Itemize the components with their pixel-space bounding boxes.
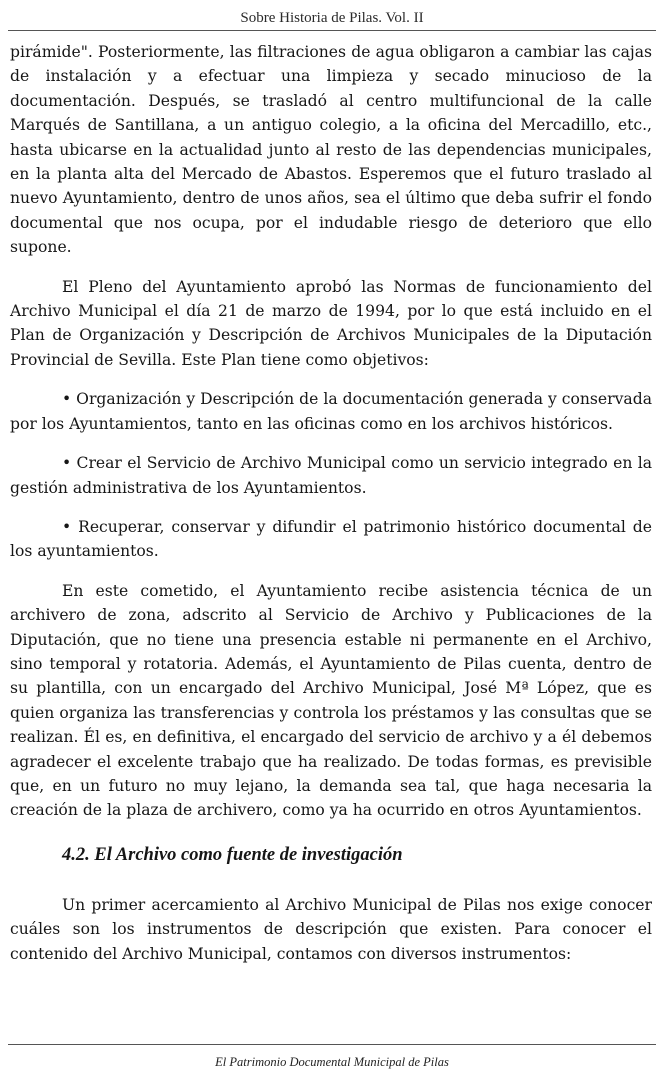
- bullet-item-patrimonio: • Recuperar, conservar y difundir el patrimonio histórico documental de los ayuntamientos.: [10, 517, 652, 561]
- body-text: [10, 40, 652, 966]
- page-footer: [8, 1044, 656, 1069]
- paragraph-acercamiento: Un primer acercamiento al Archivo Municipal de Pilas nos exige conocer cuáles son los instrumentos de descripción que existen. Para conocer el contenido del Archivo Municipal, contamos con diversos instrumentos:: [10, 895, 652, 963]
- paragraph-continuation: pirámide". Posteriormente, las filtraciones de agua obligaron a cambiar las cajas de instalación y a efectuar una limpieza y secado minucioso de la documentación. Después, se trasladó al centro multifuncional de la calle Marqués de Santillana, a un antiguo colegio, a la oficina del Mercadillo, etc., hasta ubicarse en la actualidad junto al resto de las dependencias municipales, en la planta alta del Mercado de Abastos. Esperemos que el futuro traslado al nuevo Ayuntamiento, dentro de unos años, sea el último que deba sufrir el fondo documental que nos ocupa, por el indudable riesgo de deterioro que ello supone.: [10, 43, 652, 257]
- paragraph-cometido: En este cometido, el Ayuntamiento recibe asistencia técnica de un archivero de zona, adscrito al Servicio de Archivo y Publicaciones de la Diputación, que no tiene una presencia estable ni permanente en el Archivo, sino temporal y rotatoria. Además, el Ayuntamiento de Pilas cuenta, dentro de su plantilla, con un encargado del Archivo Municipal, José Mª López, que es quien organiza las transferencias y controla los préstamos y las consultas que se realizan. Él es, en definitiva, el encargado del servicio de archivo y a él debemos agradecer el excelente trabajo que ha realizado. De todas formas, es previsible que, en un futuro no muy lejano, la demanda sea tal, que haga necesaria la creación de la plaza de archivero, como ya ha ocurrido en otros Ayuntamientos.: [10, 581, 652, 820]
- running-header-title: Sobre Historia de Pilas. Vol. II: [240, 10, 424, 26]
- paragraph-pleno: El Pleno del Ayuntamiento aprobó las Normas de funcionamiento del Archivo Municipal el día 21 de marzo de 1994, por lo que está incluido en el Plan de Organización y Descripción de Archivos Municipales de la Diputación Provincial de Sevilla. Este Plan tiene como objetivos:: [10, 277, 652, 369]
- section-heading: 4.2. El Archivo como fuente de investigación: [62, 844, 403, 865]
- running-footer-title: El Patrimonio Documental Municipal de Pilas: [215, 1055, 449, 1069]
- bullet-item-organizacion: • Organización y Descripción de la documentación generada y conservada por los Ayuntamientos, tanto en las oficinas como en los archivos históricos.: [10, 390, 652, 433]
- page-header: [8, 0, 656, 31]
- bullet-item-servicio: • Crear el Servicio de Archivo Municipal como un servicio integrado en la gestión administrativa de los Ayuntamientos.: [10, 454, 652, 497]
